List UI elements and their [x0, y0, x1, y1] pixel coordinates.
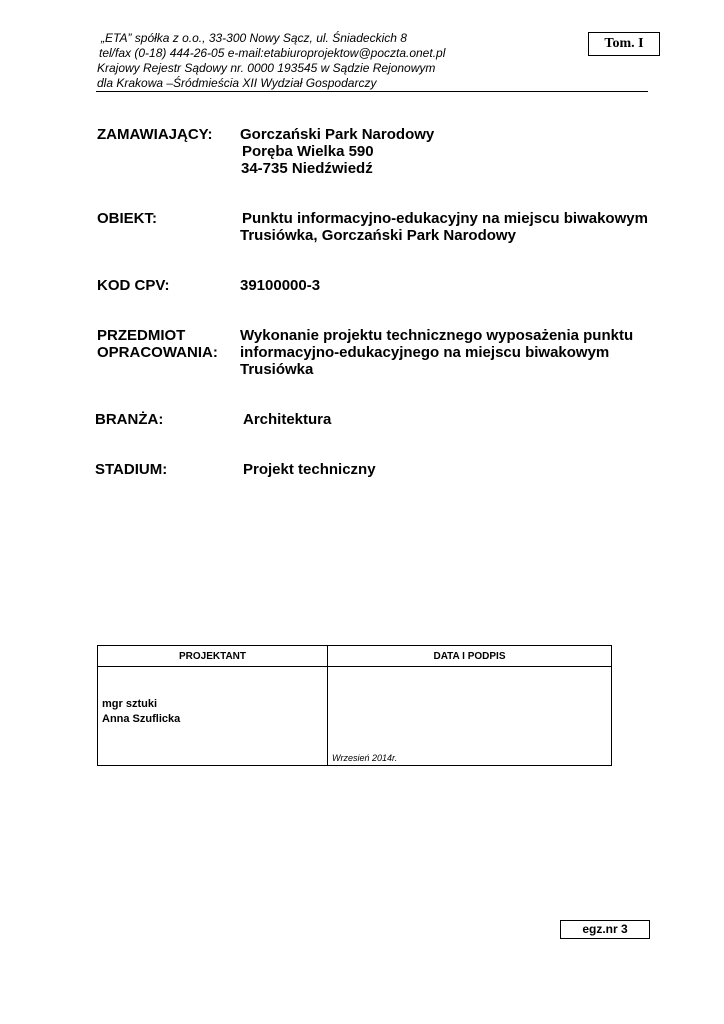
branch-label: BRANŻA: [95, 411, 164, 428]
cpv-label: KOD CPV: [97, 277, 170, 294]
designer-title: mgr sztuki [102, 698, 158, 710]
client-postcode: 34-735 Niedźwiedź [241, 160, 373, 177]
company-court-line: dla Krakowa –Śródmieścia XII Wydział Gospodarczy [97, 76, 377, 90]
subject-label-line-1: PRZEDMIOT [97, 327, 186, 344]
stage-value: Projekt techniczny [243, 461, 376, 478]
subject-label-line-2: OPRACOWANIA: [97, 344, 218, 361]
cpv-value: 39100000-3 [240, 277, 321, 294]
subject-line-3: Trusiówka [240, 361, 314, 378]
subject-line-1: Wykonanie projektu technicznego wyposażenia punktu [240, 327, 634, 344]
client-address: Poręba Wielka 590 [242, 143, 374, 160]
client-label: ZAMAWIAJĄCY: [97, 126, 213, 143]
date-signature-header: DATA I PODPIS [328, 646, 612, 667]
volume-box: Tom. I [588, 32, 660, 56]
designer-fullname: Anna Szuflicka [102, 713, 181, 725]
designer-name [102, 697, 180, 727]
company-registry-line: Krajowy Rejestr Sądowy nr. 0000 193545 w Sądzie Rejonowym [97, 61, 436, 75]
date-signature-cell [328, 667, 612, 766]
header-rule [96, 91, 648, 92]
company-line-1: „ETA” spółka z o.o., 33-300 Nowy Sącz, ul. Śniadeckich 8 [101, 31, 407, 45]
object-line-2: Trusiówka, Gorczański Park Narodowy [240, 227, 516, 244]
object-label: OBIEKT: [97, 210, 157, 227]
copy-number-box: egz.nr 3 [560, 920, 650, 939]
branch-value: Architektura [243, 411, 332, 428]
company-contact-line: tel/fax (0-18) 444-26-05 e-mail:etabiuroprojektow@poczta.onet.pl [99, 46, 446, 60]
client-name: Gorczański Park Narodowy [240, 126, 435, 143]
signature-table [97, 645, 612, 766]
object-line-1: Punktu informacyjno-edukacyjny na miejscu biwakowym [242, 210, 648, 227]
designer-header: PROJEKTANT [98, 646, 328, 667]
date-value: Wrzesień 2014r. [332, 753, 398, 763]
stage-label: STADIUM: [95, 461, 168, 478]
subject-line-2: informacyjno-edukacyjnego na miejscu biwakowym [240, 344, 610, 361]
designer-cell [98, 667, 328, 766]
